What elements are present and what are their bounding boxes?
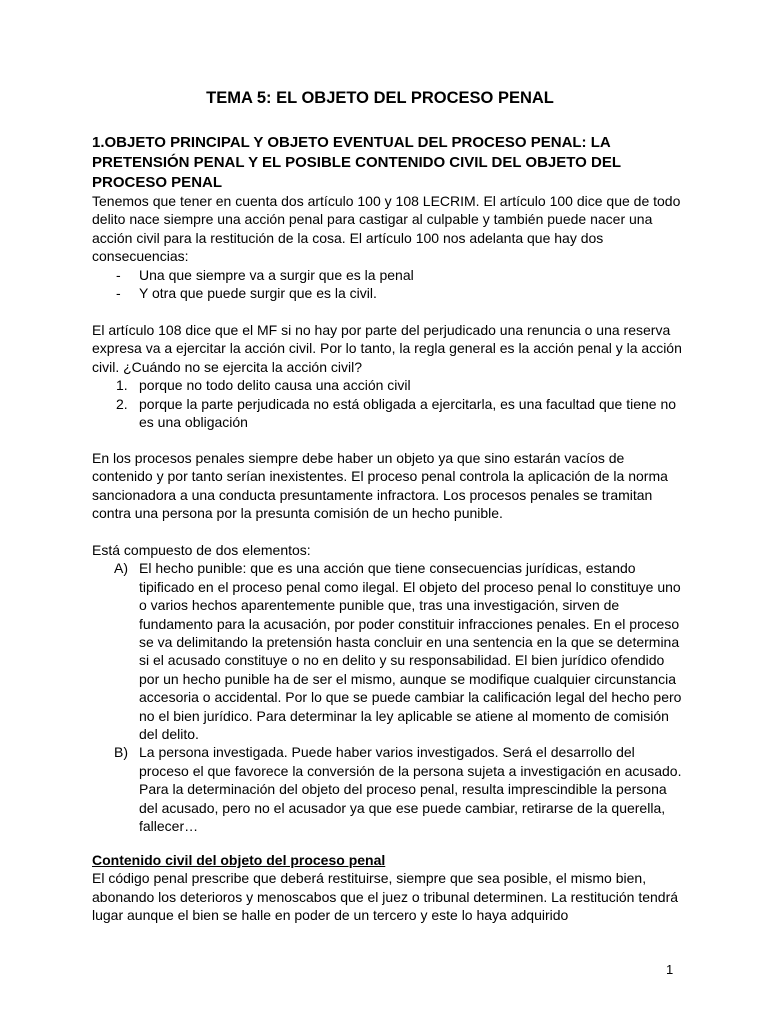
paragraph-civil-content: [92, 851, 682, 925]
list-marker: 2.: [116, 395, 128, 412]
list-marker: 1.: [116, 377, 128, 394]
list-marker: A): [114, 560, 128, 577]
consequences-list: [92, 266, 682, 303]
paragraph-article-108: [92, 321, 682, 431]
list-item: [92, 266, 682, 284]
section-heading: 1.OBJETO PRINCIPAL Y OBJETO EVENTUAL DEL PROCESO PENAL: LA PRETENSIÓN PENAL Y EL POSIBLE CONTENIDO CIVIL DEL OBJETO DEL PROCESO PENAL: [92, 134, 621, 191]
paragraph-object-required: En los procesos penales siempre debe haber un objeto ya que sino estarán vacíos de contenido y por tanto serían inexistentes. El proceso penal controla la aplicación de la norma sancionadora a una conducta presuntamente infractora. Los procesos penales se tramitan contra una persona por la presunta comisión de un hecho punible.: [92, 450, 668, 522]
list-item-text: El hecho punible: que es una acción que tiene consecuencias jurídicas, estando tipificado en el proceso penal como ilegal. El objeto del proceso penal lo constituye uno o varios hechos aparentemente punible que, tras una investigación, sirven de fundamento para la acusación, por poder constituir infracciones penales. En el proceso se va delimitando la pretensión hasta concluir en una sentencia en la que se determina si el acusado constituye o no en delito y su responsabilidad. El bien jurídico ofendido por un hecho punible ha de ser el mismo, aunque se modifique cualquier circunstancia accesoria o accidental. Por lo que se puede cambiar la calificación legal del hecho pero no el bien jurídico. Para determinar la ley aplicable se atiene al momento de comisión del delito.: [139, 560, 682, 743]
list-item-text: Y otra que puede surgir que es la civil.: [139, 285, 377, 302]
list-marker: -: [116, 266, 121, 283]
list-item-text: porque no todo delito causa una acción civil: [139, 377, 411, 394]
list-marker: -: [116, 285, 121, 302]
paragraph-articles-intro: [92, 192, 682, 302]
list-item: [92, 284, 682, 302]
paragraph-elements: [92, 541, 682, 836]
list-item-text: La persona investigada. Puede haber varios investigados. Será el desarrollo del proceso el que favorece la conversión de la persona sujeta a investigación en acusado. Para la determinación del objeto del proceso penal, resulta imprescindible la persona del acusado, pero no el acusador ya que ese puede cambiar, retirarse de la querella, fallecer…: [139, 744, 682, 835]
sub-heading: Contenido civil del objeto del proceso penal: [92, 852, 386, 868]
list-marker: B): [114, 744, 128, 761]
paragraph-text: El código penal prescribe que deberá restituirse, siempre que sea posible, el mismo bien, abonando los deterioros y menoscabos que el juez o tribunal determinen. La restitución tendrá lugar aunque el bien se halle en poder de un tercero y este lo haya adquirido: [92, 870, 679, 924]
elements-list: [92, 559, 682, 835]
list-item-text: porque la parte perjudicada no está obligada a ejercitarla, es una facultad que tiene no es una obligación: [139, 395, 677, 431]
document-title: TEMA 5: EL OBJETO DEL PROCESO PENAL: [206, 89, 554, 107]
list-item-text: Una que siempre va a surgir que es la penal: [139, 266, 414, 283]
reasons-list: [92, 376, 682, 431]
list-item: [92, 376, 682, 394]
list-item: [92, 559, 682, 743]
list-item: [92, 743, 682, 835]
paragraph-text: El artículo 108 dice que el MF si no hay por parte del perjudicado una renuncia o una reserva expresa va a ejercitar la acción civil. Por lo tanto, la regla general es la acción penal y la acción civil. ¿Cuándo no se ejercita la acción civil?: [92, 322, 682, 375]
paragraph-text: Tenemos que tener en cuenta dos artículo 100 y 108 LECRIM. El artículo 100 dice que de todo delito nace siempre una acción penal para castigar al culpable y también puede nacer una acción civil para la restitución de la cosa. El artículo 100 nos adelanta que hay dos consecuencias:: [92, 193, 681, 265]
paragraph-text: Está compuesto de dos elementos:: [92, 542, 311, 558]
list-item: [92, 395, 682, 432]
page-number: 1: [666, 962, 674, 977]
